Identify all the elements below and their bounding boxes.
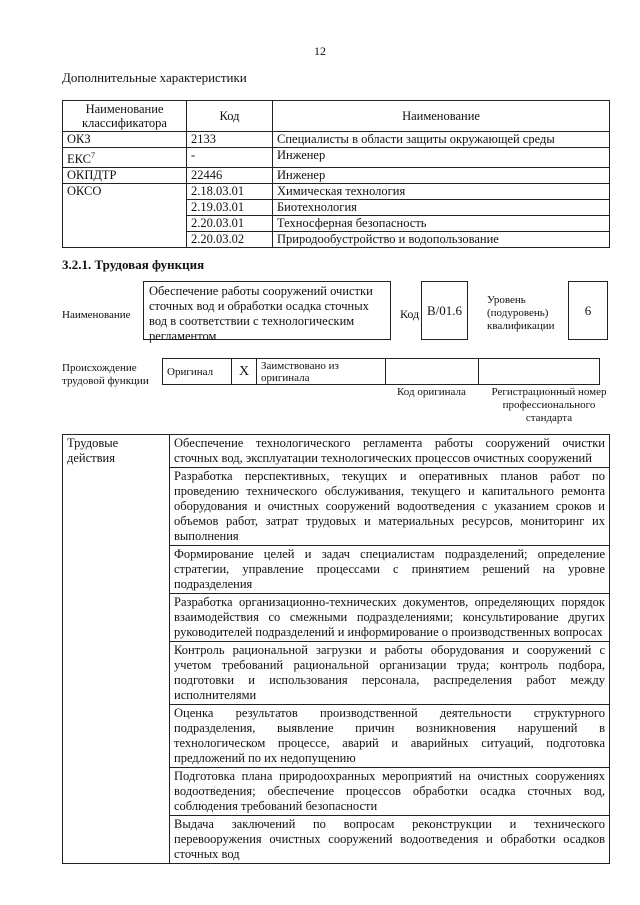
classifier-cell: ОКСО	[63, 184, 187, 248]
table-row	[63, 435, 610, 468]
labor-actions-label: Трудовые действия	[63, 435, 170, 864]
labor-function-heading: 3.2.1. Трудовая функция	[62, 257, 205, 272]
name-cell: Специалисты в области защиты окружающей среды	[273, 132, 610, 148]
qualification-level-label: Уровень (подуровень) квалификации	[487, 294, 555, 332]
original-code-caption: Код оригинала	[397, 386, 466, 398]
code-cell: 2.20.03.01	[187, 216, 273, 232]
classifier-cell: ОКЗ	[63, 132, 187, 148]
additional-characteristics-heading: Дополнительные характеристики	[62, 70, 247, 85]
name-cell: Техносферная безопасность	[273, 216, 610, 232]
code-cell: 2133	[187, 132, 273, 148]
header-classifier: Наименование классификатора	[63, 101, 187, 132]
function-name-box: Обеспечение работы сооружений очистки сточных вод и обработки осадка сточных вод в соответствии с технологическим регламентом	[143, 281, 391, 340]
labor-actions-table	[62, 434, 610, 864]
function-code-box: В/01.6	[421, 281, 468, 340]
registration-number-cell	[479, 359, 600, 385]
code-cell: -	[187, 148, 273, 168]
original-mark: X	[232, 359, 257, 385]
code-cell: 22446	[187, 168, 273, 184]
labor-action: Обеспечение технологического регламента работы сооружений очистки сточных вод, эксплуатации технологических процессов очистных сооружений	[170, 435, 610, 468]
labor-action: Оценка результатов производственной деятельности структурного подразделения, выявление причин возникновения нарушений в технологическом процессе, аварий и аварийных ситуаций, подготовка предложений по их недопущению	[170, 705, 610, 768]
classifier-name: ЕКС	[67, 152, 91, 167]
labor-action: Разработка организационно-технических документов, определяющих порядок взаимодействия со смежными подразделениями; консультирование других руководителей подразделений и информирование о производственных вопросах	[170, 594, 610, 642]
code-cell: 2.18.03.01	[187, 184, 273, 200]
origin-label: Происхождение трудовой функции	[62, 362, 149, 387]
table-row	[63, 184, 610, 200]
labor-action: Контроль рациональной загрузки и работы оборудования и сооружений с учетом требований рациональной организации труда; контроль подбора, подготовки и использования персонала, распределения работ между исполнителями	[170, 642, 610, 705]
header-code: Код	[187, 101, 273, 132]
name-cell: Химическая технология	[273, 184, 610, 200]
page-number: 12	[314, 44, 326, 58]
footnote-ref: 7	[91, 151, 95, 160]
classifier-cell	[63, 148, 187, 168]
code-cell: 2.20.03.02	[187, 232, 273, 248]
classifier-table	[62, 100, 610, 248]
name-cell: Инженер	[273, 148, 610, 168]
classifier-header-row	[63, 101, 610, 132]
table-row	[63, 168, 610, 184]
function-name-label: Наименование	[62, 309, 131, 321]
table-row	[63, 148, 610, 168]
original-code-cell	[386, 359, 479, 385]
registration-number-caption: Регистрационный номер профессионального стандарта	[491, 386, 607, 424]
original-cell: Оригинал	[163, 359, 232, 385]
code-cell: 2.19.03.01	[187, 200, 273, 216]
name-cell: Инженер	[273, 168, 610, 184]
labor-action: Подготовка плана природоохранных мероприятий на очистных сооружениях водоотведения; обеспечение процессов обработки осадка сточных вод, соблюдения требований безопасности	[170, 768, 610, 816]
table-row	[63, 132, 610, 148]
name-cell: Природообустройство и водопользование	[273, 232, 610, 248]
function-code-label: Код	[400, 307, 420, 321]
labor-action: Выдача заключений по вопросам реконструкции и технического перевооружения очистных сооружений водоотведения и обработки осадков сточных вод	[170, 816, 610, 864]
origin-table	[162, 358, 600, 385]
header-name: Наименование	[273, 101, 610, 132]
name-cell: Биотехнология	[273, 200, 610, 216]
labor-action: Формирование целей и задач специалистам подразделений; определение стратегии, управление процессами с принятием решений на уровне подразделения	[170, 546, 610, 594]
classifier-cell: ОКПДТР	[63, 168, 187, 184]
qualification-level-box: 6	[568, 281, 608, 340]
borrowed-cell: Заимствовано из оригинала	[257, 359, 386, 385]
labor-action: Разработка перспективных, текущих и оперативных планов работ по проведению технического обслуживания, текущего и капитального ремонта оборудования и очистных сооружений водоотведения с указанием сроков и объемов работ, затрат трудовых и материальных ресурсов, мониторинг их выполнения	[170, 468, 610, 546]
